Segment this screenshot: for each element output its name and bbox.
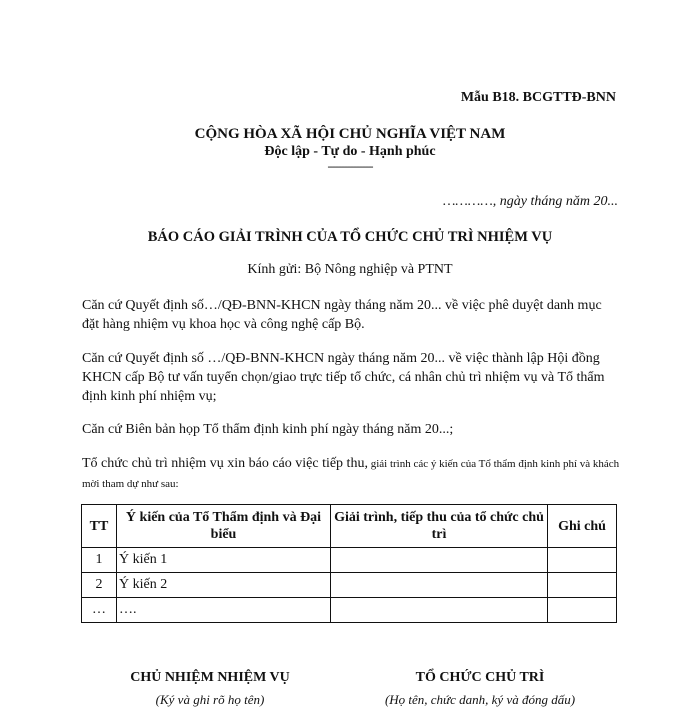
table-row xyxy=(82,598,617,623)
response-table xyxy=(81,504,617,623)
paragraph-intro-small: giải trình các ý kiến của Tổ thẩm định kinh phí và khách mời tham dự như sau: xyxy=(82,458,620,490)
paragraph-intro xyxy=(82,454,622,494)
table-row xyxy=(82,573,617,598)
nation-heading: CỘNG HÒA XÃ HỘI CHỦ NGHĨA VIỆT NAM xyxy=(194,126,506,142)
cell-opinion: …. xyxy=(117,598,331,623)
signature-right-label: TỔ CHỨC CHỦ TRÌ xyxy=(415,670,545,685)
table-header-row xyxy=(82,505,617,548)
cell-opinion: Ý kiến 1 xyxy=(117,548,331,573)
cell-opinion: Ý kiến 2 xyxy=(117,573,331,598)
paragraph-basis-1: Căn cứ Quyết định số…/QĐ-BNN-KHCN ngày tháng năm 20... về việc phê duyệt danh mục đặt hàng nhiệm vụ khoa học và công nghệ cấp Bộ. xyxy=(82,298,602,332)
header-explanation: Giải trình, tiếp thu của tổ chức chủ trì xyxy=(331,505,548,548)
cell-note xyxy=(548,573,617,598)
cell-explanation xyxy=(331,573,548,598)
signature-block-right xyxy=(360,670,600,708)
paragraph-intro-main: Tổ chức chủ trì nhiệm vụ xin báo cáo việc tiếp thu, xyxy=(82,456,368,471)
signature-left-label: CHỦ NHIỆM NHIỆM VỤ xyxy=(130,670,290,685)
signature-block-left xyxy=(110,670,310,708)
header-tt: TT xyxy=(82,505,117,548)
cell-explanation xyxy=(331,598,548,623)
cell-note xyxy=(548,598,617,623)
cell-explanation xyxy=(331,548,548,573)
header-opinion: Ý kiến của Tổ Thẩm định và Đại biểu xyxy=(117,505,331,548)
cell-tt: 1 xyxy=(82,548,117,573)
report-title: BÁO CÁO GIẢI TRÌNH CỦA TỔ CHỨC CHỦ TRÌ NHIỆM VỤ xyxy=(147,229,553,245)
signature-left-note: (Ký và ghi rõ họ tên) xyxy=(155,692,265,707)
date-line: …………, ngày tháng năm 20... xyxy=(442,194,618,209)
table-row xyxy=(82,548,617,573)
cell-note xyxy=(548,548,617,573)
paragraph-basis-3: Căn cứ Biên bản họp Tổ thẩm định kinh phí ngày tháng năm 20...; xyxy=(82,422,454,437)
header-separator: --------------- xyxy=(327,159,373,173)
paragraph-basis-2: Căn cứ Quyết định số …/QĐ-BNN-KHCN ngày tháng năm 20... về việc thành lập Hội đồng KHCN cấp Bộ tư vấn tuyển chọn/giao trực tiếp tổ chức, cá nhân chủ trì nhiệm vụ và Tổ thẩm định kinh phí nhiệm vụ; xyxy=(82,351,605,404)
cell-tt: … xyxy=(82,598,117,623)
addressee: Kính gửi: Bộ Nông nghiệp và PTNT xyxy=(247,262,453,277)
form-code: Mẫu B18. BCGTTĐ-BNN xyxy=(460,90,616,105)
cell-tt: 2 xyxy=(82,573,117,598)
signature-right-note: (Họ tên, chức danh, ký và đóng dấu) xyxy=(384,692,576,707)
motto: Độc lập - Tự do - Hạnh phúc xyxy=(264,144,436,159)
header-note: Ghi chú xyxy=(548,505,617,548)
